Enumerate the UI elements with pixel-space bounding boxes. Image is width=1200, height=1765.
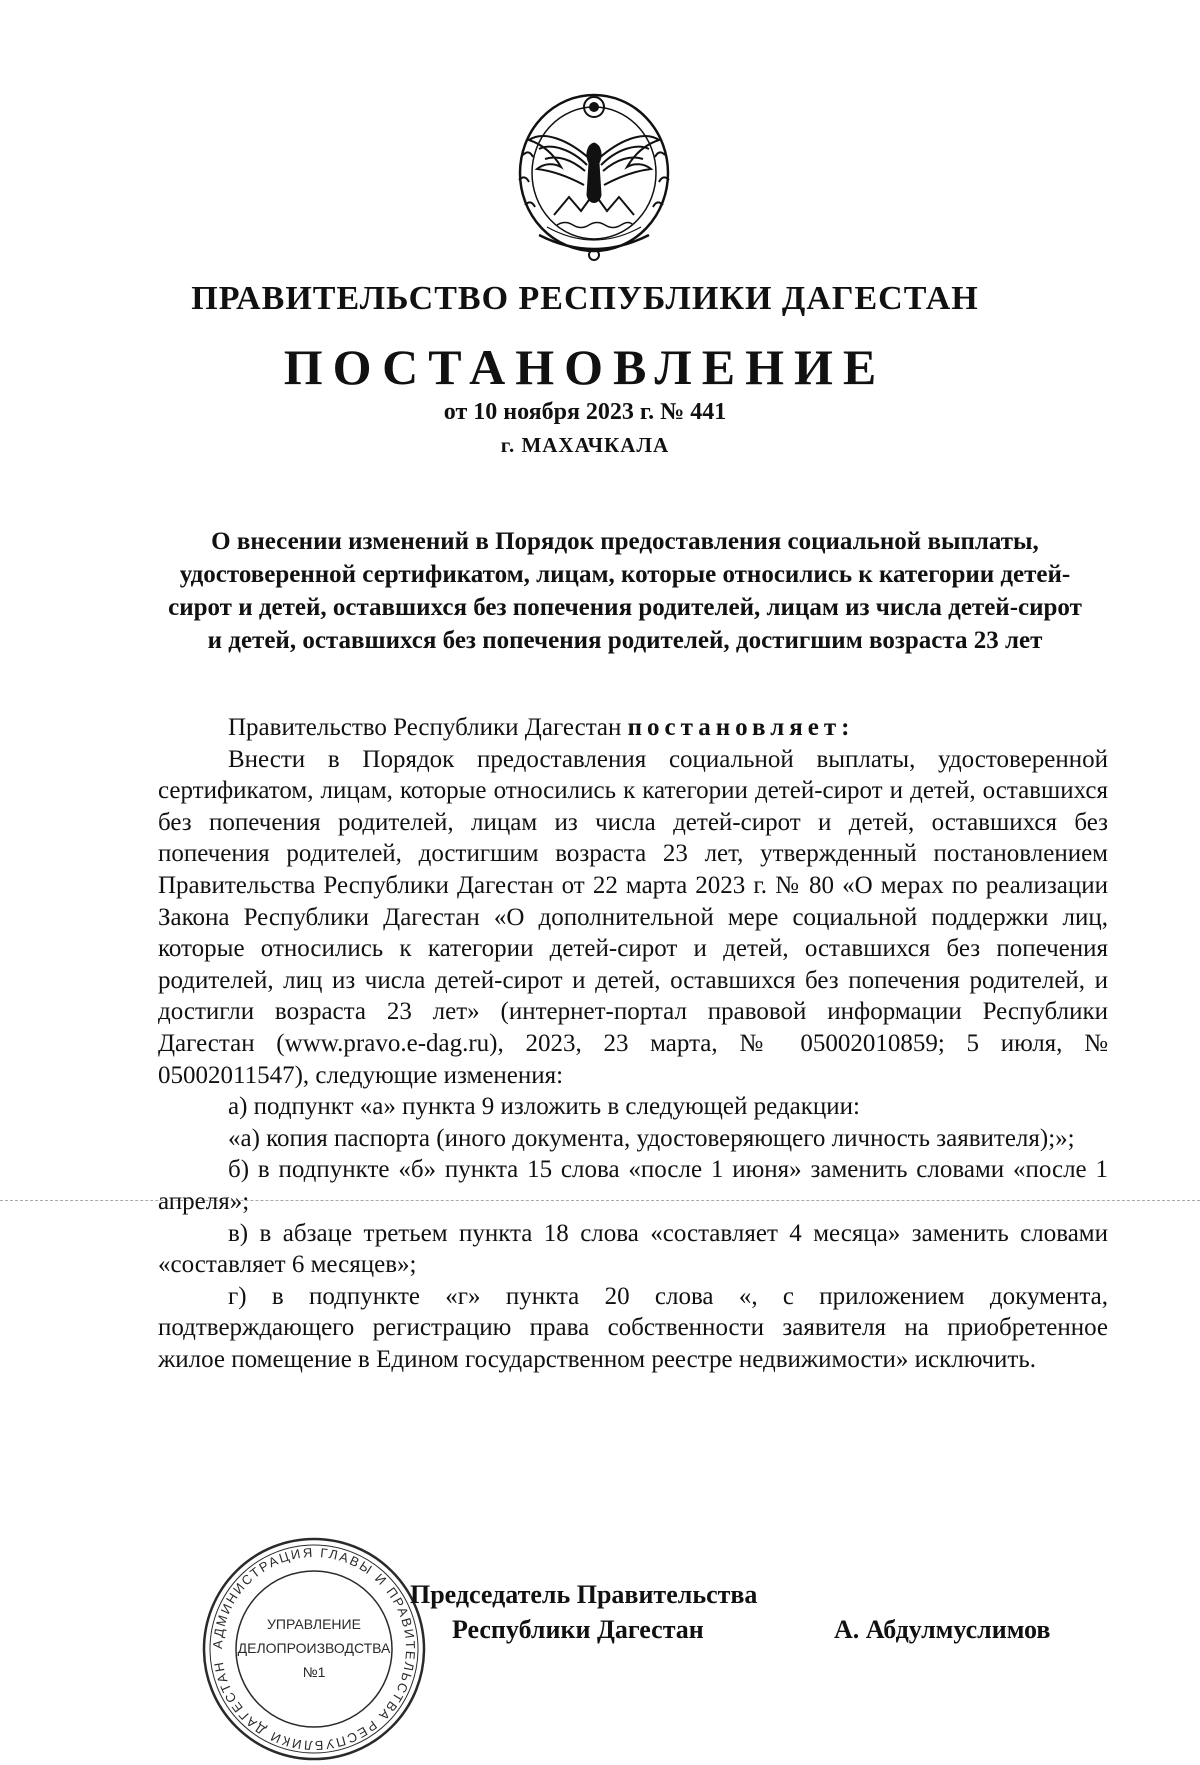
item-a: а) подпункт «а» пункта 9 изложить в следующей редакции: (228, 1093, 860, 1121)
office-stamp (198, 1533, 430, 1765)
stamp-line3: №1 (302, 1664, 326, 1680)
item-d: г) в подпункте «г» пункта 20 слова «, с приложением документа, подтверждающего регистрацию права собственности заявителя на приобретенное жилое помещение в Едином государственном реестре недвижимости» исключить. (158, 1282, 1108, 1373)
government-title: ПРАВИТЕЛЬСТВО РЕСПУБЛИКИ ДАГЕСТАН (191, 280, 979, 317)
main-paragraph: Внести в Порядок предоставления социальной выплаты, удостоверенной сертификатом, лицам, которые относились к категории детей-сирот и детей, оставшихся без попечения родителей, лицам из числа детей-сирот и детей, оставшихся без попечения родителей, достигшим возраста 23 лет, утвержденный постановлением Правительства Республики Дагестан от 22 марта 2023 г. № 80 «О мерах по реализации Закона Республики Дагестан «О дополнительной мере социальной поддержки лиц, которые относились к категории детей-сирот и детей, оставшихся без попечения родителей, лиц из числа детей-сирот и детей, оставшихся без попечения родителей, и достигли возраста 23 лет» (интернет-портал правовой информации Республики Дагестан (www.pravo.e-dag.ru), 2023, 23 марта, № 05002010859; 5 июля, № 05002011547), следующие изменения: (158, 745, 1108, 1089)
signatory-name: А. Абдулмуслимов (834, 1615, 1051, 1644)
item-c: в) в абзаце третьем пункта 18 слова «составляет 4 месяца» заменить словами «составляет 6 месяцев»; (158, 1219, 1108, 1279)
scan-artifact-line (0, 1200, 1200, 1201)
intro-verb: постановляет: (627, 714, 855, 741)
document-date-number: от 10 ноября 2023 г. № 441 (443, 399, 727, 425)
intro-paragraph (158, 712, 1108, 744)
signatory-position-line2: Республики Дагестан (452, 1615, 704, 1644)
item-a-text: «а) копия паспорта (иного документа, удостоверяющего личность заявителя);»; (228, 1124, 1075, 1152)
document-city: г. МАХАЧКАЛА (500, 433, 670, 457)
signatory-position-line1: Председатель Правительства (410, 1580, 758, 1609)
item-b: б) в подпункте «б» пункта 15 слова «после 1 июня» заменить словами «после 1 апреля»; (158, 1156, 1108, 1215)
stamp-line1: УПРАВЛЕНИЕ (267, 1616, 361, 1632)
signatory-position (410, 1577, 757, 1647)
document-subject: О внесении изменений в Порядок предоставления социальной выплаты, удостоверенной сертификатом, лицам, которые относились к категории детей-сирот и детей, оставшихся без попечения родителей, лицам из числа детей-сирот и детей, оставшихся без попечения родителей, достигшим возраста 23 лет (168, 528, 1082, 654)
stamp-line2: ДЕЛОПРОИЗВОДСТВА (237, 1640, 391, 1656)
document-body (158, 712, 1108, 1375)
stamp-ring-text: АДМИНИСТРАЦИЯ ГЛАВЫ И ПРАВИТЕЛЬСТВА РЕСПУБЛИКИ ДАГЕСТАН (209, 1544, 419, 1754)
intro-lead: Правительство Республики Дагестан (228, 714, 628, 741)
coat-of-arms-emblem (499, 85, 689, 265)
document-type-title: ПОСТАНОВЛЕНИЕ (283, 339, 887, 395)
